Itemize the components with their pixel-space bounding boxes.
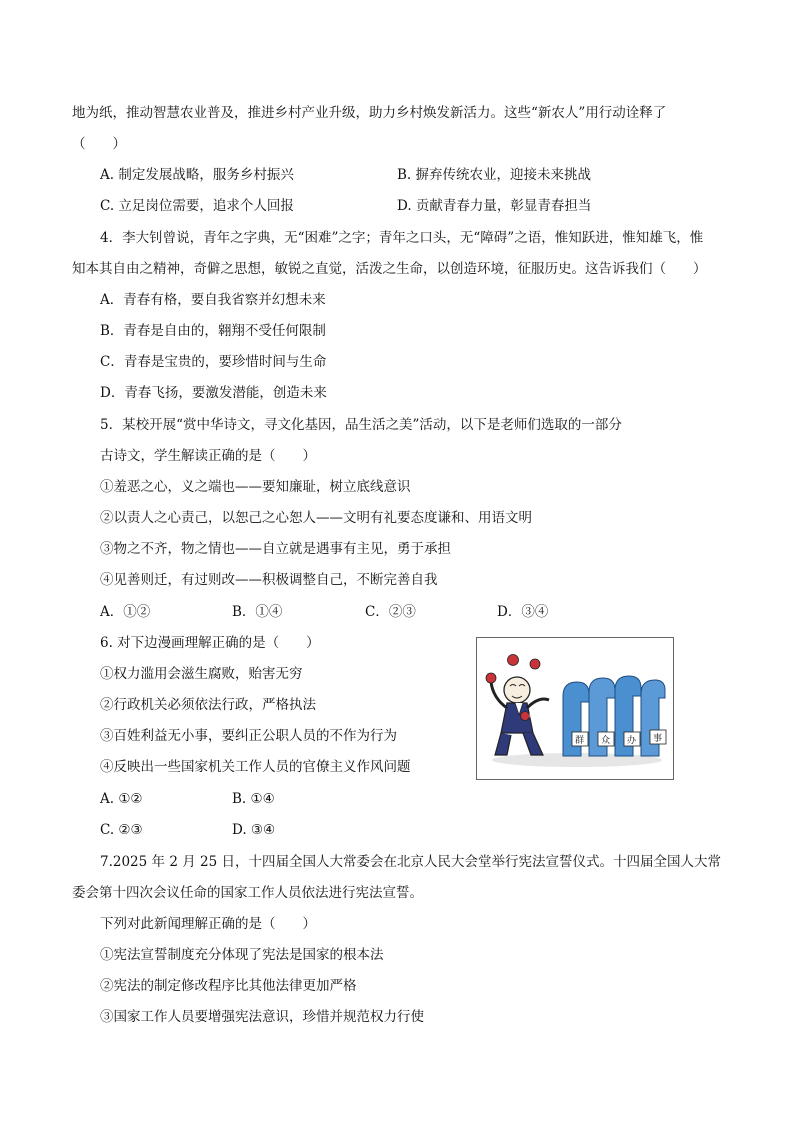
crowd-label-1: 群	[575, 736, 585, 746]
q4-option-b: B．青春是自由的，翱翔不受任何限制	[100, 323, 326, 339]
q5-stem-line-1: 5．某校开展“赏中华诗文，寻文化基因，品生活之美”活动，以下是老师们选取的一部分	[100, 417, 622, 433]
crowd-label-3: 办	[627, 736, 637, 746]
official-figure	[491, 677, 549, 755]
q7-item-3: ③国家工作人员要增强宪法意识，珍惜并规范权力行使	[100, 1009, 424, 1025]
stamp-label: 印	[529, 713, 536, 720]
q3-option-a: A. 制定发展战略，服务乡村振兴	[100, 167, 294, 183]
q5-item-1: ①羞恶之心，义之端也——要知廉耻，树立底线意识	[100, 479, 411, 495]
cartoon-figure	[476, 637, 674, 780]
q6-option-d: D. ③④	[232, 822, 276, 838]
q4-stem-line-2: 知本其自由之精神，奇僻之思想，敏锐之直觉，活泼之生命，以创造环境，征服历史。这告诉我们（ ）	[72, 261, 707, 277]
q4-option-c: C．青春是宝贵的，要珍惜时间与生命	[100, 354, 327, 370]
cartoon-illustration	[477, 638, 673, 779]
q6-option-a: A. ①②	[100, 791, 143, 807]
q6-option-c: C. ②③	[100, 822, 143, 838]
q7-stem-line-3: 下列对此新闻理解正确的是（ ）	[100, 916, 316, 932]
q3-option-c: C. 立足岗位需要，追求个人回报	[100, 198, 294, 214]
q6-item-1: ①权力滥用会滋生腐败，贻害无穷	[100, 666, 303, 682]
q6-stem: 6. 对下边漫画理解正确的是（ ）	[100, 635, 320, 651]
q7-item-2: ②宪法的制定修改程序比其他法律更加严格	[100, 978, 357, 994]
q7-stem-line-1: 7.2025 年 2 月 25 日，十四届全国人大常委会在北京人民大会堂举行宪法宣誓仪式。十四届全国人大常	[100, 854, 721, 870]
q5-item-3: ③物之不齐，物之情也——自立就是遇事有主见，勇于承担	[100, 541, 451, 557]
q4-option-a: A．青春有格，要自我省察并幻想未来	[100, 292, 326, 308]
crowd-label-2: 众	[601, 736, 611, 746]
q6-item-2: ②行政机关必须依法行政，严格执法	[100, 697, 316, 713]
q7-item-1: ①宪法宣誓制度充分体现了宪法是国家的根本法	[100, 947, 384, 963]
q7-stem-line-2: 委会第十四次会议任命的国家工作人员依法进行宪法宣誓。	[72, 885, 423, 901]
crowd-label-4: 事	[653, 734, 663, 744]
q5-option-c: C．②③	[365, 604, 416, 620]
q5-stem-line-2: 古诗文，学生解读正确的是（ ）	[100, 448, 316, 464]
intro-line-2: （ ）	[72, 136, 126, 152]
intro-line-1: 地为纸，推动智慧农业普及，推进乡村产业升级，助力乡村焕发新活力。这些“新农人”用行动诠释了	[72, 105, 667, 121]
q6-option-b: B. ①④	[232, 791, 275, 807]
q5-option-d: D．③④	[497, 604, 549, 620]
q5-option-a: A．①②	[100, 604, 151, 620]
q4-option-d: D．青春飞扬，要激发潜能，创造未来	[100, 385, 327, 401]
q4-stem-line-1: 4．李大钊曾说，青年之字典，无“困难”之字；青年之口头，无“障碍”之语，惟知跃进，惟知雄飞，惟	[100, 230, 704, 246]
q3-option-b: B. 摒弃传统农业，迎接未来挑战	[397, 167, 592, 183]
q6-item-4: ④反映出一些国家机关工作人员的官僚主义作风问题	[100, 759, 411, 775]
q5-item-2: ②以责人之心责己，以恕己之心恕人——文明有礼要态度谦和、用语文明	[100, 510, 532, 526]
q5-item-4: ④见善则迁，有过则改——积极调整自己，不断完善自我	[100, 572, 438, 588]
q5-option-b: B．①④	[232, 604, 283, 620]
q6-item-3: ③百姓利益无小事，要纠正公职人员的不作为行为	[100, 728, 397, 744]
q3-option-d: D. 贡献青春力量，彰显青春担当	[397, 198, 592, 214]
